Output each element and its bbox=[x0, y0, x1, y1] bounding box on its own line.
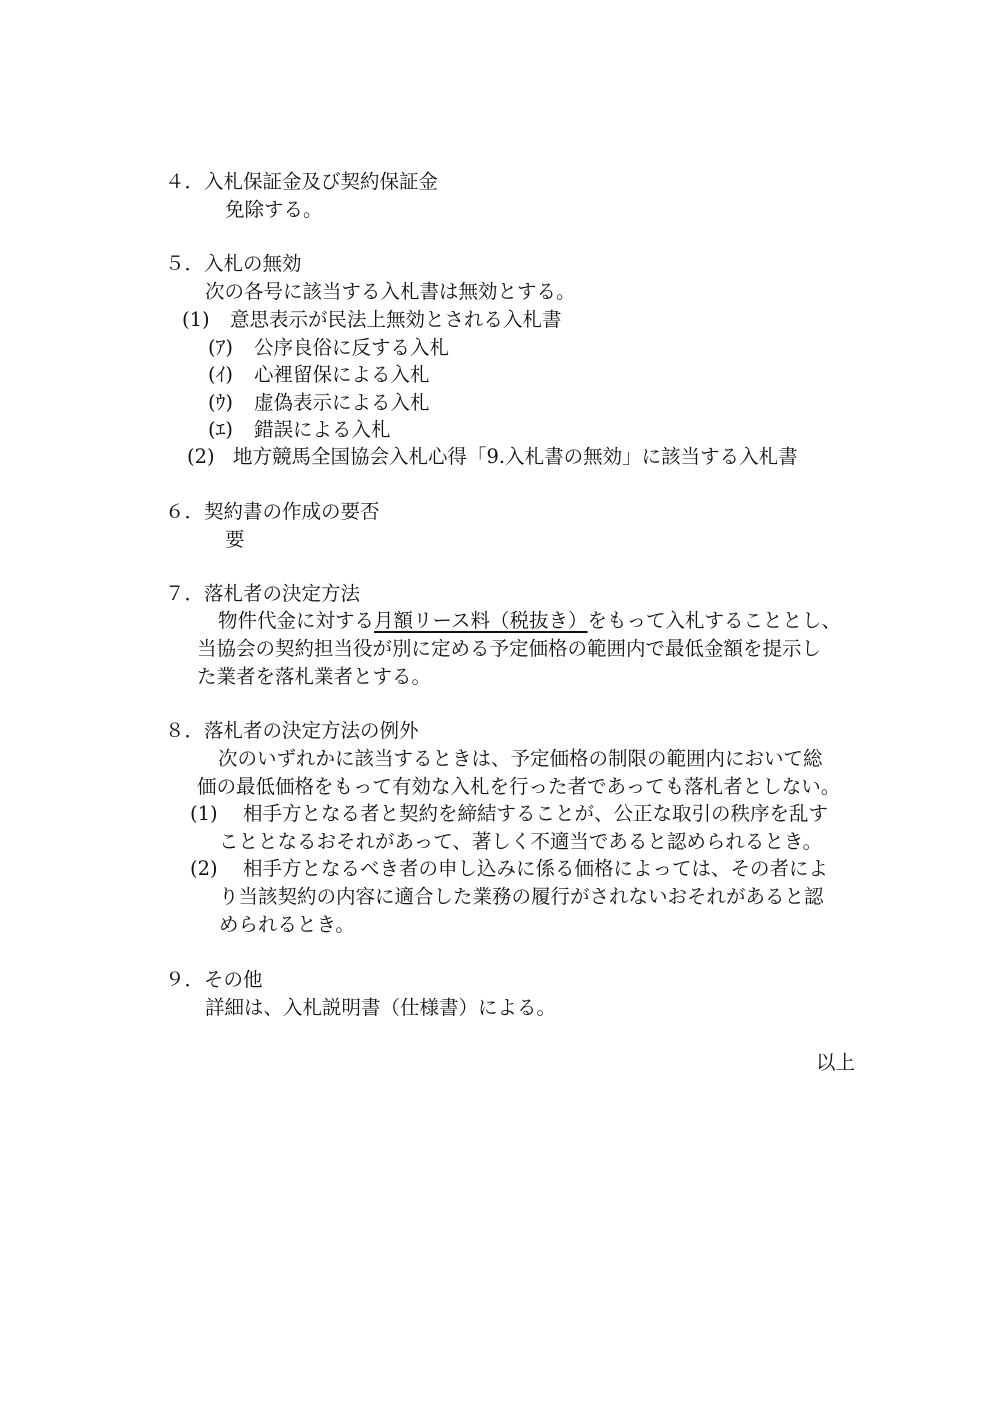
section-6-heading: ６．契約書の作成の要否 bbox=[165, 500, 380, 523]
section-7-line-2: 当協会の契約担当役が別に定める予定価格の範囲内で最低金額を提示し bbox=[197, 637, 822, 660]
section-8-item-2-line-2: り当該契約の内容に適合した業務の履行がされないおそれがあると認 bbox=[219, 885, 824, 908]
section-8-intro-2: 価の最低価格をもって有効な入札を行った者であっても落札者としない。 bbox=[197, 775, 841, 798]
section-8-heading: ８．落札者の決定方法の例外 bbox=[165, 719, 419, 742]
section-5-item-2-text: 地方競馬全国協会入札心得「9.入札書の無効」に該当する入札書 bbox=[233, 445, 798, 468]
section-9-body: 詳細は、入札説明書（仕様書）による。 bbox=[205, 996, 557, 1019]
section-5-sub-a-marker: (ｱ) bbox=[208, 336, 233, 359]
section-5-item-1-marker: (1) bbox=[182, 308, 210, 331]
section-6-body: 要 bbox=[225, 528, 245, 551]
section-7-line-1-underlined: 月額リース料（税抜き） bbox=[374, 609, 588, 632]
closing-text: 以上 bbox=[816, 1051, 856, 1074]
section-5-sub-e-text: 錯誤による入札 bbox=[254, 418, 391, 441]
section-7-line-1 bbox=[218, 609, 841, 633]
section-7-line-1-pre: 物件代金に対する bbox=[218, 609, 375, 632]
section-5-item-2-marker: (2) bbox=[187, 445, 215, 468]
section-8-item-1-line-1: 相手方となる者と契約を締結することが、公正な取引の秩序を乱す bbox=[243, 802, 829, 825]
section-7-line-1-post: をもって入札することとし、 bbox=[587, 609, 842, 632]
section-5-heading: ５．入札の無効 bbox=[165, 252, 302, 275]
section-5-sub-i-text: 心裡留保による入札 bbox=[254, 363, 430, 386]
section-8-item-2-line-1: 相手方となるべき者の申し込みに係る価格によっては、その者によ bbox=[243, 857, 829, 880]
section-8-item-1-line-2: こととなるおそれがあって、著しく不適当であると認められるとき。 bbox=[219, 830, 823, 853]
section-7-heading: ７．落札者の決定方法 bbox=[165, 582, 361, 605]
section-5-sub-e-marker: (ｴ) bbox=[208, 418, 233, 441]
section-7-line-3: た業者を落札業者とする。 bbox=[197, 665, 432, 688]
section-5-intro: 次の各号に該当する入札書は無効とする。 bbox=[205, 280, 576, 303]
section-5-sub-a-text: 公序良俗に反する入札 bbox=[254, 336, 450, 359]
section-8-intro-1: 次のいずれかに該当するときは、予定価格の制限の範囲内において総 bbox=[218, 747, 823, 770]
section-5-sub-u-text: 虚偽表示による入札 bbox=[254, 391, 430, 414]
section-4-heading: ４．入札保証金及び契約保証金 bbox=[165, 170, 439, 193]
section-8-item-1-marker: (1) bbox=[190, 802, 218, 825]
section-5-sub-i-marker: (ｲ) bbox=[208, 363, 233, 386]
section-5-sub-u-marker: (ｳ) bbox=[208, 391, 233, 414]
section-4-body: 免除する。 bbox=[225, 198, 323, 221]
section-8-item-2-marker: (2) bbox=[190, 857, 218, 880]
section-9-heading: ９．その他 bbox=[165, 968, 263, 991]
section-5-item-1-text: 意思表示が民法上無効とされる入札書 bbox=[230, 308, 562, 331]
section-8-item-2-line-3: められるとき。 bbox=[219, 913, 355, 936]
